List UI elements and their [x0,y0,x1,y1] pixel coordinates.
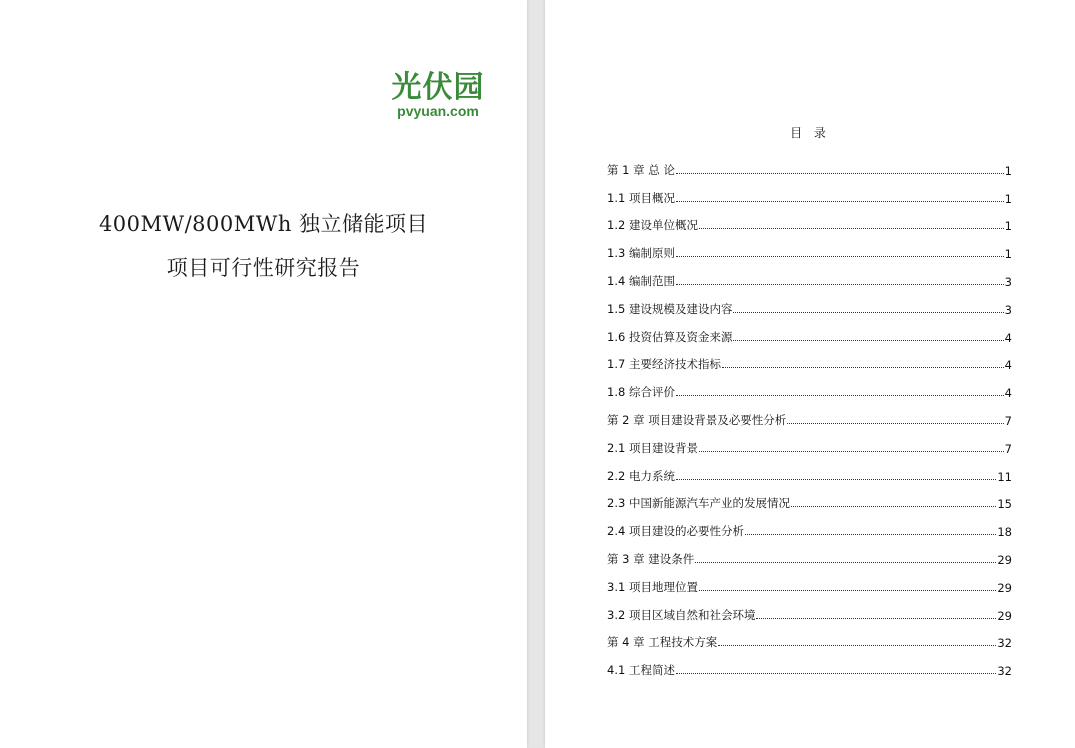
toc-entry-label: 第 4 章 工程技术方案 [607,635,718,650]
toc-leader-dots [722,367,1004,368]
toc-leader-dots [756,618,996,619]
toc-entry[interactable] [607,539,1012,567]
cover-title-line2: 项目可行性研究报告 [166,256,361,280]
toc-leader-dots [695,562,996,563]
toc-leader-dots [699,228,1004,229]
toc-entry[interactable] [607,650,1012,678]
toc-entry-page: 4 [1004,330,1012,345]
toc-entry-label: 1.7 主要经济技术指标 [607,357,721,372]
toc-entry-label: 1.5 建设规模及建设内容 [607,301,733,316]
toc-heading: 目 录 [790,126,830,140]
toc-leader-dots [787,423,1003,424]
toc-entry-page: 1 [1004,247,1012,262]
toc-leader-dots [676,201,1004,202]
toc-entry-page: 7 [1004,441,1012,456]
toc-leader-dots [699,451,1004,452]
toc-entry-page: 29 [997,580,1012,595]
toc-entry-label: 2.4 项目建设的必要性分析 [607,524,744,539]
logo-sub-text: pvyuan.com [397,103,479,119]
toc-entry[interactable] [607,345,1012,373]
toc-entry[interactable] [607,206,1012,234]
toc-leader-dots [676,395,1004,396]
toc-entry[interactable] [607,623,1012,651]
toc-leader-dots [718,645,996,646]
toc-entry-page: 18 [997,525,1012,540]
toc-leader-dots [676,284,1004,285]
toc-entry[interactable] [607,261,1012,289]
pvyuan-logo [388,72,488,118]
toc-entry[interactable] [607,289,1012,317]
toc-entry-page: 3 [1004,302,1012,317]
toc-entry-page: 4 [1004,358,1012,373]
toc-entry[interactable] [607,428,1012,456]
toc-entry-page: 15 [997,497,1012,512]
toc-entry[interactable] [607,178,1012,206]
toc-entry[interactable] [607,317,1012,345]
toc-entry-label: 2.3 中国新能源汽车产业的发展情况 [607,496,790,511]
toc-entry-label: 2.2 电力系统 [607,468,675,483]
toc-entry[interactable] [607,595,1012,623]
toc-entry[interactable] [607,233,1012,261]
toc-entry-page: 29 [997,608,1012,623]
toc-leader-dots [733,340,1003,341]
toc-entry-label: 1.8 综合评价 [607,385,675,400]
toc-entry[interactable] [607,511,1012,539]
toc-entry-page: 32 [997,636,1012,651]
toc-leader-dots [791,506,996,507]
toc-entry-page: 32 [997,664,1012,679]
toc-entry-label: 3.2 项目区域自然和社会环境 [607,607,756,622]
toc-entry-page: 11 [997,469,1012,484]
toc-leader-dots [733,312,1003,313]
toc-entry-page: 29 [997,552,1012,567]
toc-entry-label: 第 3 章 建设条件 [607,551,695,566]
toc-entry-page: 7 [1004,413,1012,428]
toc-entry-page: 1 [1004,163,1012,178]
toc-entry-label: 1.2 建设单位概况 [607,218,698,233]
toc-leader-dots [676,673,996,674]
toc-leader-dots [676,173,1004,174]
toc-entry[interactable] [607,567,1012,595]
toc-leader-dots [699,590,996,591]
toc-entry-label: 2.1 项目建设背景 [607,440,698,455]
toc-entry[interactable] [607,400,1012,428]
logo-main-text: 光伏园 [391,70,485,105]
toc-entry-label: 1.4 编制范围 [607,273,675,288]
toc-list [607,150,1012,678]
toc-entry[interactable] [607,456,1012,484]
toc-leader-dots [676,256,1004,257]
toc-entry-page: 1 [1004,191,1012,206]
toc-leader-dots [745,534,996,535]
toc-leader-dots [676,479,996,480]
toc-entry-label: 第 1 章 总 论 [607,162,675,177]
toc-entry-page: 4 [1004,386,1012,401]
toc-entry-page: 1 [1004,219,1012,234]
toc-entry[interactable] [607,372,1012,400]
toc-entry-label: 第 2 章 项目建设背景及必要性分析 [607,412,787,427]
toc-entry-label: 3.1 项目地理位置 [607,579,698,594]
toc-entry-label: 1.1 项目概况 [607,190,675,205]
toc-entry-page: 3 [1004,274,1012,289]
toc-entry-label: 1.3 编制原则 [607,246,675,261]
cover-title-line1: 400MW/800MWh 独立储能项目 [98,212,429,236]
toc-entry-label: 4.1 工程简述 [607,663,675,678]
toc-entry[interactable] [607,484,1012,512]
toc-entry-label: 1.6 投资估算及资金来源 [607,329,733,344]
toc-entry[interactable] [607,150,1012,178]
